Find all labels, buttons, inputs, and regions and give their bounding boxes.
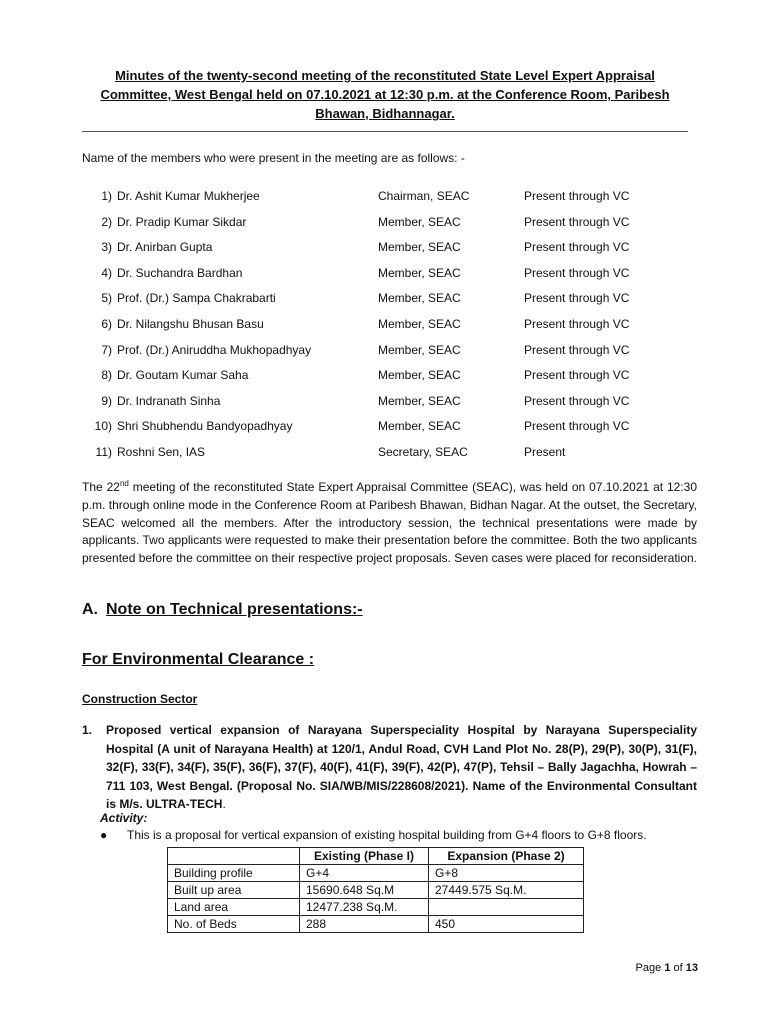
- member-name: Prof. (Dr.) Sampa Chakrabarti: [117, 291, 276, 306]
- member-row: [82, 288, 688, 314]
- member-status: Present through VC: [524, 265, 630, 280]
- member-number: 3): [101, 240, 112, 255]
- member-number: 5): [101, 291, 112, 306]
- member-number: 1): [101, 189, 112, 203]
- member-role: Member, SEAC: [378, 419, 461, 434]
- table-row: [168, 882, 584, 899]
- member-role: Member, SEAC: [378, 316, 461, 331]
- building-profile-table: [167, 847, 584, 933]
- table-cell: Built up area: [168, 882, 300, 899]
- table-row: [168, 865, 584, 882]
- table-header-row: [168, 848, 584, 865]
- page-footer: [636, 962, 698, 974]
- bullet-text: This is a proposal for vertical expansion of existing hospital building from G+4 floors to G+8 floors.: [127, 828, 647, 842]
- member-name: Dr. Anirban Gupta: [117, 240, 213, 255]
- footer-prefix: Page: [635, 962, 662, 974]
- member-row: [82, 237, 688, 263]
- member-name: Dr. Suchandra Bardhan: [117, 265, 243, 280]
- table-cell: 12477.238 Sq.M.: [300, 899, 429, 916]
- member-number: 9): [101, 393, 112, 408]
- member-status: Present through VC: [524, 189, 630, 203]
- member-role: Member, SEAC: [378, 214, 461, 229]
- members-intro: Name of the members who were present in the meeting are as follows: -: [82, 151, 465, 165]
- table-header-cell: Existing (Phase I): [300, 848, 429, 865]
- member-number: 8): [101, 368, 112, 383]
- proposal-text: Proposed vertical expansion of Narayana Superspeciality Hospital by Narayana Superspeciality Hospital (A unit of Narayana Health) at 120/1, Andul Road, CVH Land Plot No. 28(P), 29(P), 30(P), 31(F), 32(F), 33(F), 34(F), 35(F), 36(F), 37(F), 40(F), 41(F), 39(F), 42(P), 47(P), Tehsil – Bally Jagachha, Howrah – 711 103, West Bengal. (Proposal No. SIA/WB/MIS/228608/2021). Name of the Environmental Consultant is M/s. ULTRA-TECH: [106, 723, 697, 811]
- member-role: Member, SEAC: [378, 393, 461, 408]
- member-row: [82, 186, 688, 212]
- table-cell: No. of Beds: [168, 916, 300, 933]
- member-number: 10): [94, 419, 112, 434]
- member-status: Present through VC: [524, 240, 630, 255]
- member-number: 2): [101, 214, 112, 229]
- member-row: [82, 391, 688, 417]
- member-name: Dr. Pradip Kumar Sikdar: [117, 214, 247, 229]
- footer-sep: of: [673, 962, 683, 974]
- bullet-icon: ●: [100, 828, 108, 842]
- member-status: Present through VC: [524, 419, 630, 434]
- member-name: Dr. Nilangshu Bhusan Basu: [117, 316, 264, 331]
- table-cell: 27449.575 Sq.M.: [429, 882, 584, 899]
- proposal-text-end: .: [222, 797, 226, 811]
- member-name: Roshni Sen, IAS: [117, 444, 206, 459]
- member-role: Member, SEAC: [378, 291, 461, 306]
- member-name: Shri Shubhendu Bandyopadhyay: [117, 419, 293, 434]
- table-cell: Building profile: [168, 865, 300, 882]
- meeting-summary-paragraph: [82, 475, 697, 568]
- member-number: 4): [101, 265, 112, 280]
- member-number: 6): [101, 316, 112, 331]
- proposal-number: 1.: [82, 723, 93, 737]
- member-status: Present: [524, 444, 566, 459]
- member-number: 11): [95, 444, 112, 459]
- member-row: [82, 263, 688, 289]
- summary-text-rest: meeting of the reconstituted State Expert Appraisal Committee (SEAC), was held on 07.10.2021 at 12:30 p.m. through online mode in the Conference Room at Paribesh Bhawan, Bidhan Nagar. At the outset, the Secretary, SEAC welcomed all the members. After the introductory session, the technical presentations were made by applicants. Two applicants were requested to make their presentation before the committee. Both the two applicants presented before the committee on their respective project proposals. Seven cases were placed for reconsideration.: [82, 480, 698, 566]
- section-a-label: Note on Technical presentations:-: [106, 601, 363, 618]
- table-cell: Land area: [168, 899, 300, 916]
- member-role: Member, SEAC: [378, 342, 461, 357]
- table-cell: 15690.648 Sq.M: [300, 882, 429, 899]
- member-status: Present through VC: [524, 316, 630, 331]
- member-role: Chairman, SEAC: [378, 189, 470, 203]
- title-divider: [82, 131, 688, 132]
- member-row: [82, 416, 688, 442]
- total-pages: 13: [685, 962, 698, 974]
- member-role: Member, SEAC: [378, 240, 461, 255]
- member-status: Present through VC: [524, 214, 630, 229]
- current-page: 1: [664, 962, 671, 974]
- table-cell: 450: [429, 916, 584, 933]
- member-status: Present through VC: [524, 342, 630, 357]
- member-name: Dr. Indranath Sinha: [117, 393, 221, 408]
- member-name: Dr. Ashit Kumar Mukherjee: [117, 189, 260, 203]
- member-status: Present through VC: [524, 291, 630, 306]
- member-row: [82, 365, 688, 391]
- member-role: Member, SEAC: [378, 265, 461, 280]
- ordinal-superscript: nd: [119, 479, 129, 488]
- member-row: [82, 212, 688, 238]
- section-a-heading: [82, 601, 363, 619]
- member-number: 7): [101, 342, 112, 357]
- table-cell: [429, 899, 584, 916]
- activity-label: Activity:: [100, 811, 148, 825]
- member-status: Present through VC: [524, 393, 630, 408]
- members-list: [82, 186, 688, 468]
- table-cell: G+8: [429, 865, 584, 882]
- member-name: Prof. (Dr.) Aniruddha Mukhopadhyay: [117, 342, 312, 357]
- construction-sector-heading: Construction Sector: [82, 692, 198, 706]
- member-row: [82, 314, 688, 340]
- table-row: [168, 899, 584, 916]
- table-cell: G+4: [300, 865, 429, 882]
- section-a-letter: A.: [82, 601, 98, 618]
- proposal-description: [106, 721, 697, 814]
- summary-text-start: The 22: [82, 480, 120, 494]
- table-cell: 288: [300, 916, 429, 933]
- member-name: Dr. Goutam Kumar Saha: [117, 368, 249, 383]
- environmental-clearance-heading: For Environmental Clearance :: [82, 651, 315, 668]
- member-role: Member, SEAC: [378, 368, 461, 383]
- document-title: Minutes of the twenty-second meeting of the reconstituted State Level Expert Appraisal Committee, West Bengal held on 07.10.2021 at 12:30 p.m. at the Conference Room, Paribesh Bhawan, Bidhannagar.: [100, 68, 670, 121]
- table-header-cell: Expansion (Phase 2): [429, 848, 584, 865]
- member-status: Present through VC: [524, 368, 630, 383]
- proposal-item: [82, 721, 697, 814]
- table-header-cell: [168, 848, 300, 865]
- member-row: [82, 340, 688, 366]
- member-role: Secretary, SEAC: [378, 444, 468, 459]
- table-row: [168, 916, 584, 933]
- member-row: [82, 442, 688, 468]
